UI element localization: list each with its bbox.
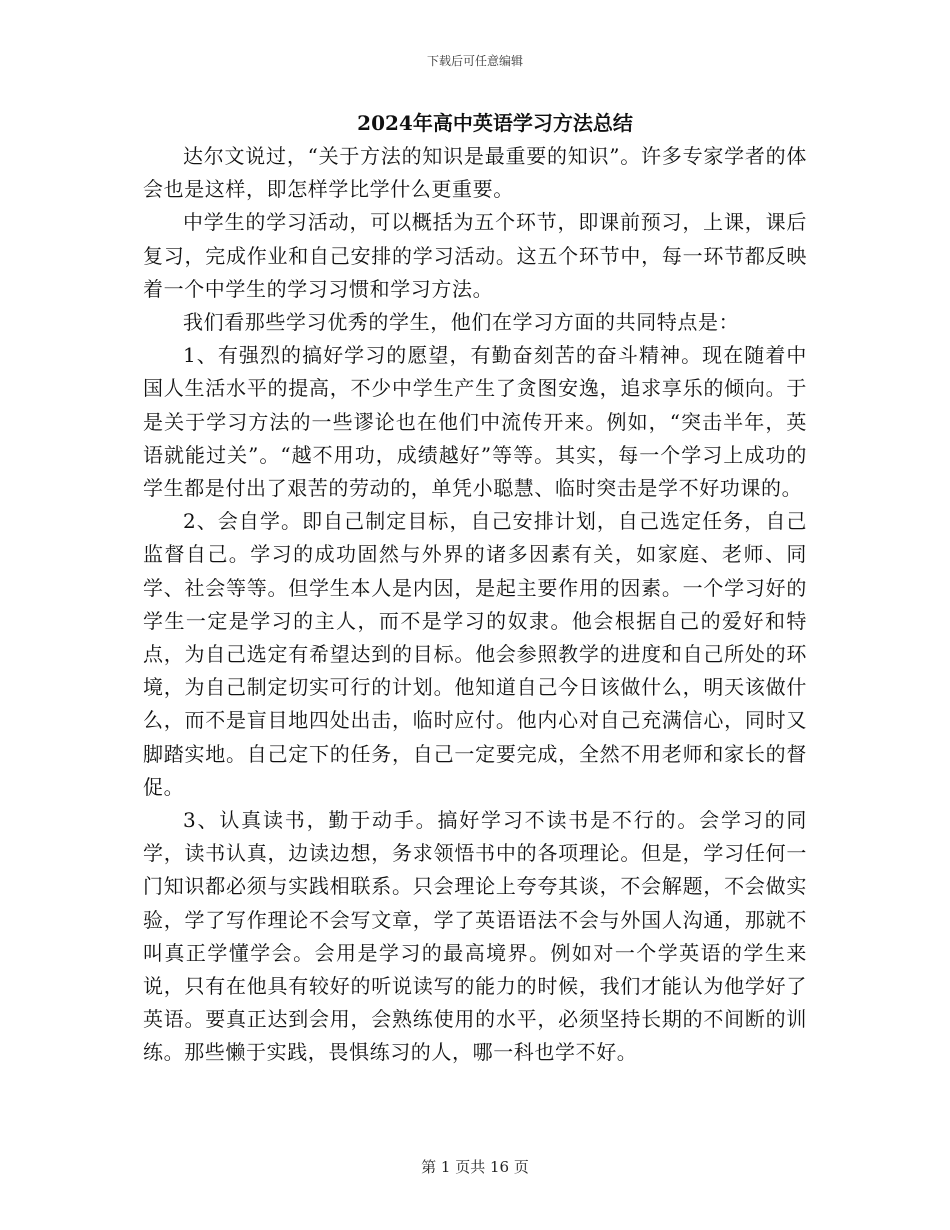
document-title: 2024年高中英语学习方法总结 <box>357 111 633 135</box>
paragraph-common-traits: 我们看那些学习优秀的学生，他们在学习方面的共同特点是： <box>183 310 740 335</box>
page-number-footer: 第 1 页共 16 页 <box>421 1158 529 1176</box>
document-body <box>143 106 807 1070</box>
paragraph-point-1: 1、有强烈的搞好学习的愿望，有勤奋刻苦的奋斗精神。现在随着中国人生活水平的提高，不少中学生产生了贪图安逸，追求享乐的倾向。于是关于学习方法的一些谬论也在他们中流传开来。例如，“突击半年，英语就能过关”。“越不用功，成绩越好”等等。其实，每一个学习上成功的学生都是付出了艰苦的劳动的，单凭小聪慧、临时突击是学不好功课的。 <box>143 343 807 501</box>
paragraph-point-2: 2、会自学。即自己制定目标，自己安排计划，自己选定任务，自己监督自己。学习的成功固然与外界的诸多因素有关，如家庭、老师、同学、社会等等。但学生本人是内因，是起主要作用的因素。一个学习好的学生一定是学习的主人，而不是学习的奴隶。他会根据自己的爱好和特点，为自己选定有希望达到的目标。他会参照教学的进度和自己所处的环境，为自己制定切实可行的计划。他知道自己今日该做什么，明天该做什么，而不是盲目地四处出击，临时应付。他内心对自己充满信心，同时又脚踏实地。自己定下的任务，自己一定要完成，全然不用老师和家长的督促。 <box>143 509 807 799</box>
page-header-note: 下载后可任意编辑 <box>426 54 523 68</box>
paragraph-point-3: 3、认真读书，勤于动手。搞好学习不读书是不行的。会学习的同学，读书认真，边读边想，务求领悟书中的各项理论。但是，学习任何一门知识都必须与实践相联系。只会理论上夸夸其谈，不会解题，不会做实验，学了写作理论不会写文章，学了英语语法不会与外国人沟通，那就不叫真正学懂学会。会用是学习的最高境界。例如对一个学英语的学生来说，只有在他具有较好的听说读写的能力的时候，我们才能认为他学好了英语。要真正达到会用，会熟练使用的水平，必须坚持长期的不间断的训练。那些懒于实践，畏惧练习的人，哪一科也学不好。 <box>143 808 807 1065</box>
paragraph-intro-quote: 达尔文说过，“关于方法的知识是最重要的知识”。许多专家学者的体会也是这样，即怎样学比学什么更重要。 <box>143 144 807 202</box>
paragraph-five-stages: 中学生的学习活动，可以概括为五个环节，即课前预习，上课，课后复习，完成作业和自己安排的学习活动。这五个环节中，每一环节都反映着一个中学生的学习习惯和学习方法。 <box>143 210 807 301</box>
